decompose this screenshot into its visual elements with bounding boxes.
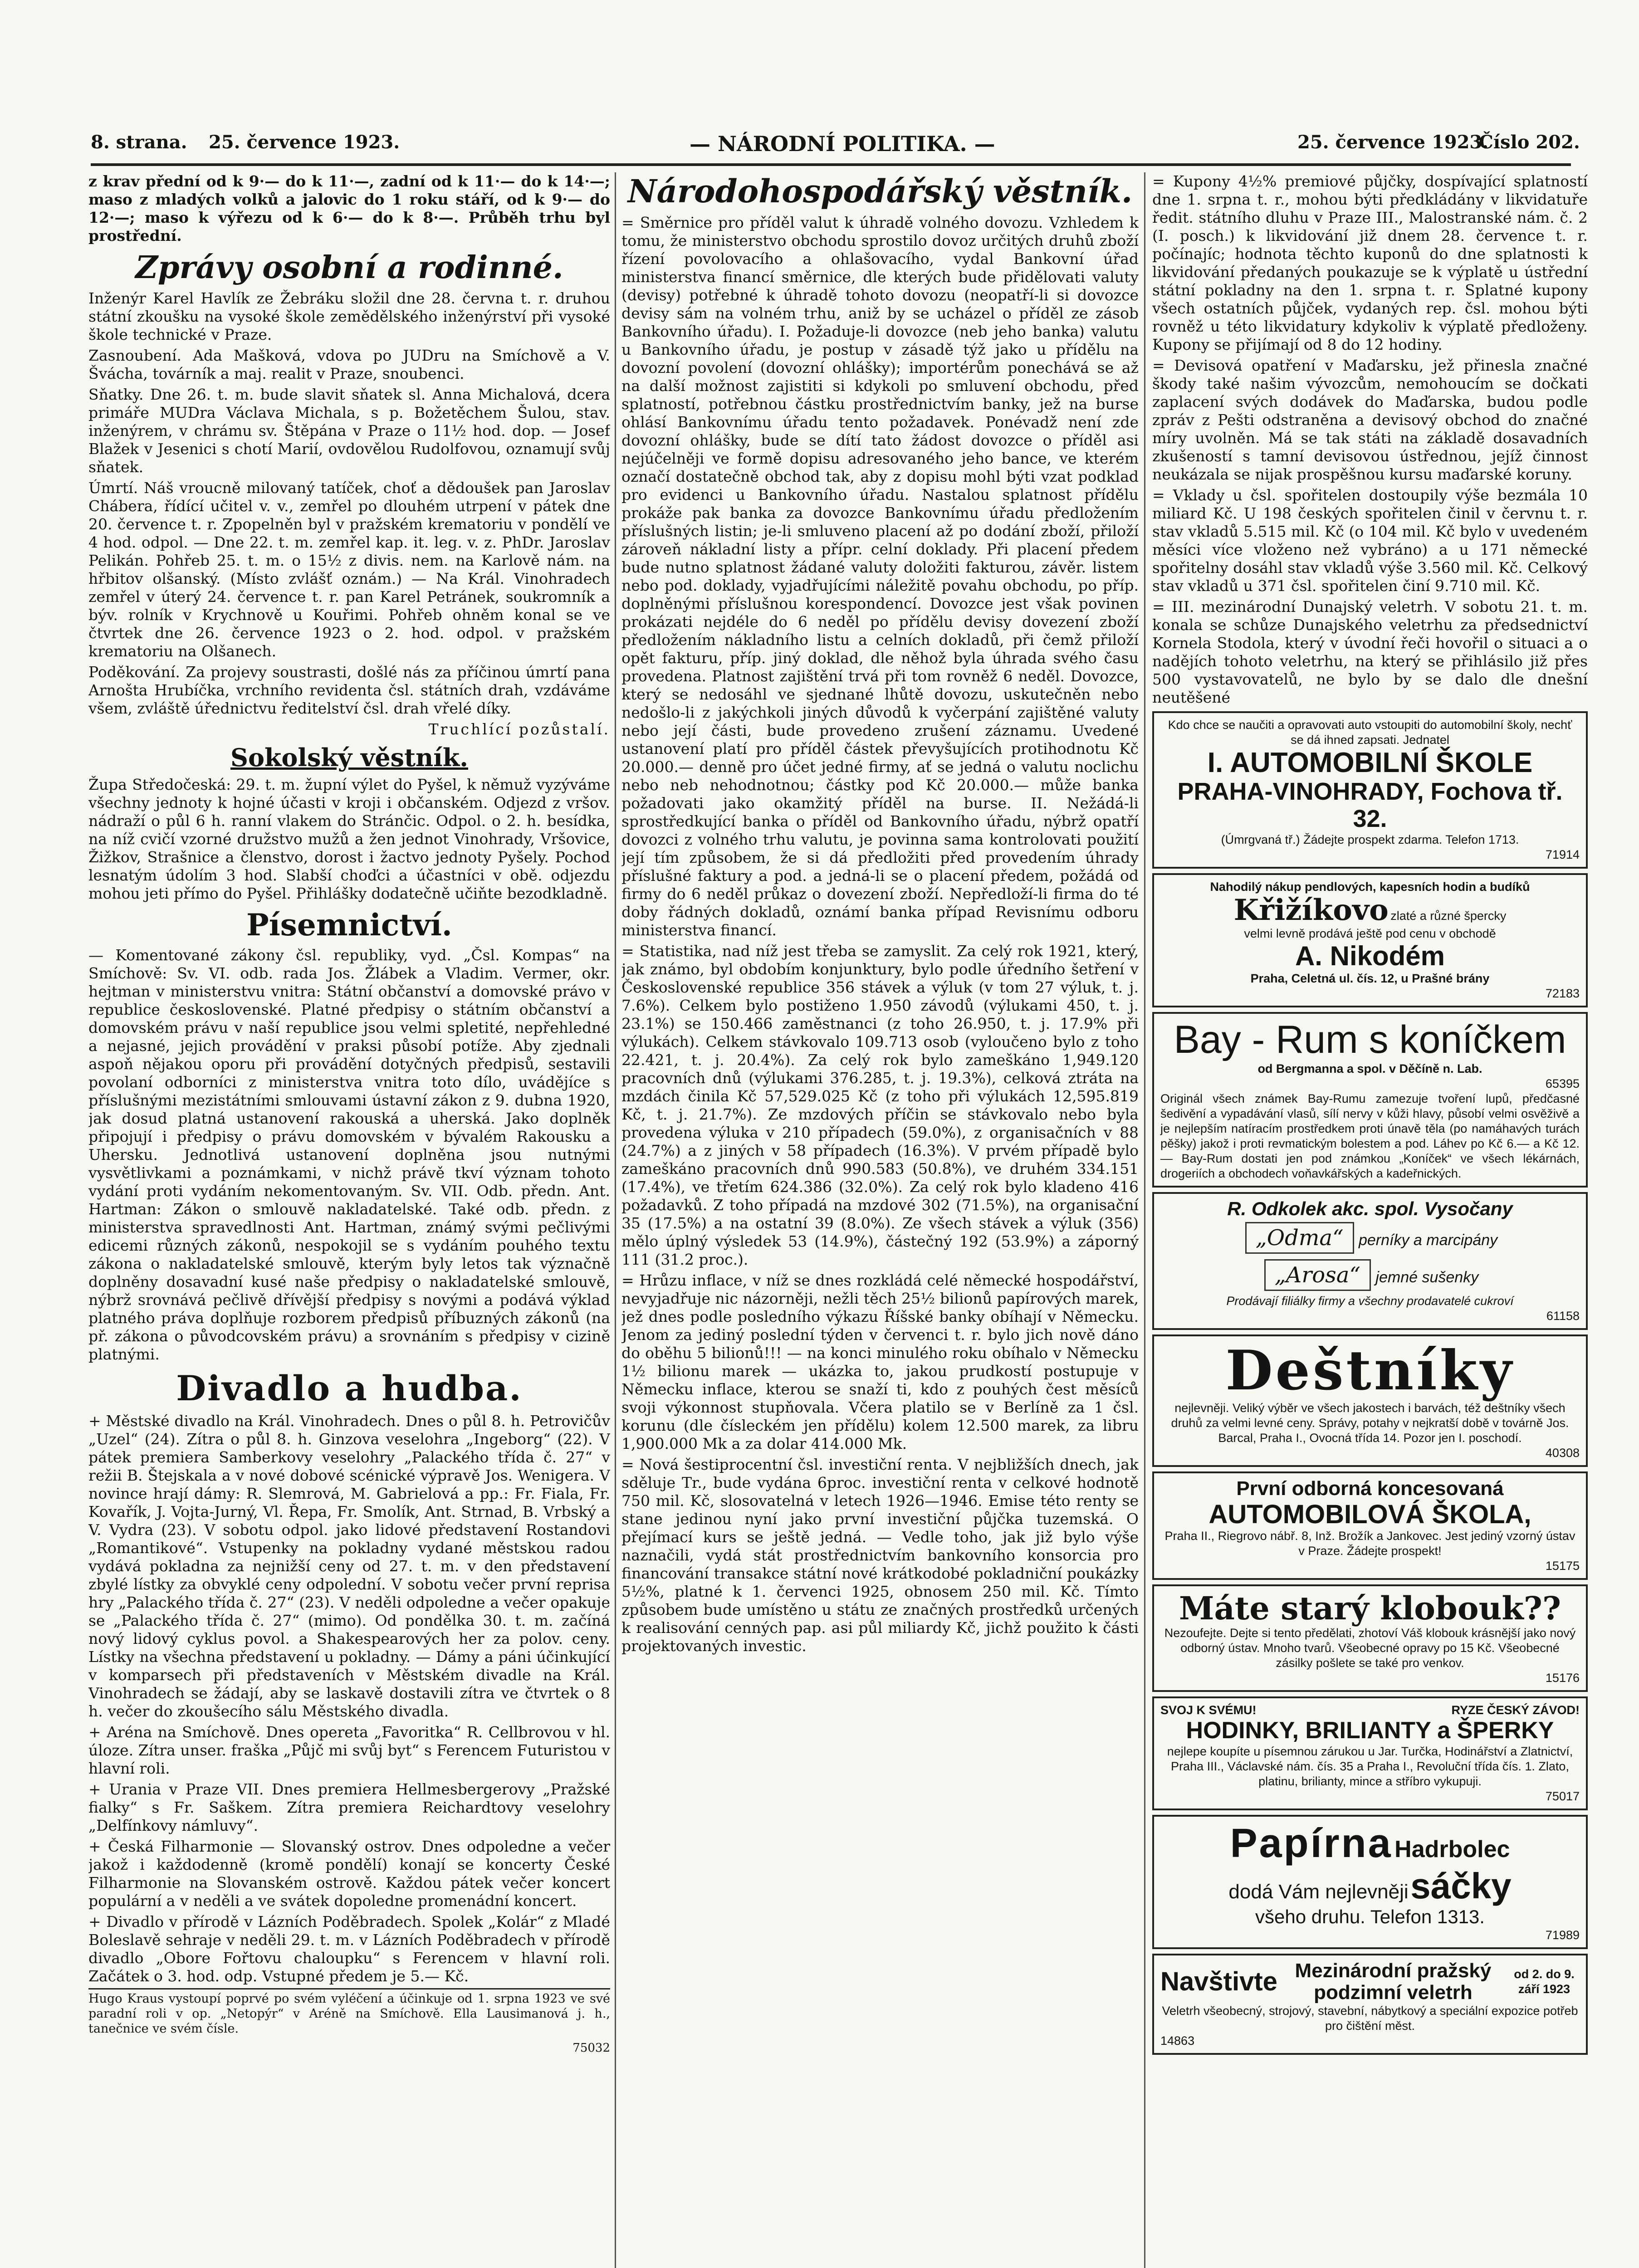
article-paragraph: = Devisová opatření v Maďarsku, jež přinesla značné škody také našim vývozcům, nemohoucím se dočkati zaplacení svých dodávek do Maďarska, budou podle zpráv z Pešti odstraněna a devisový obchod do značné míry uvolněn. Má se tak státi na základě dosavadních zkušeností s tamní devisovou ústřednou, jejíž činnost neukázala se nijak prospěšnou kursu maďarské koruny. <box>1152 357 1588 483</box>
column-rule-1 <box>615 172 616 2268</box>
ad-number: 75032 <box>572 2041 610 2055</box>
signature: Truchlící pozůstalí. <box>428 720 610 738</box>
article-paragraph: = Statistika, nad níž jest třeba se zamyslit. Za celý rok 1921, který, jak známo, byl obdobím konjunktury, bylo podle úředního šetření v Československé republice 356 stávek a výluk (v tom 27 výluk, t. j. 7.6%). Celkem bylo postiženo 1.950 závodů (výlukami 450, t. j. 23.1%) se 150.466 zaměstnanci (z toho 26.950, t. j. 17.9% při výlukách). Celkem stávkovalo 109.713 osob (vyloučeno bylo z toho 22.421, t. j. 20.4%). Za celý rok bylo zameškáno 1,949.120 pracovních dnů (výlukami 376.285, t. j. 19.3%), celková ztráta na mzdách činila Kč 57,529.025 Kč (z toho při výlukách 12,595.819 Kč, t. j. 21.7%). Ze mzdových příčin se stávkovalo nebo byla provedena výluka v 210 případech (59.0%), z organisačních v 88 (24.7%) a z jiných v 58 případech (16.3%). V prvém případě bylo zameškáno pracovních dnů 990.583 (50.8%), ve druhém 334.151 (17.4%), ve třetím 624.386 (32.0%). Za celý rok bylo kladeno 416 požadavků. Z toho případá na mzdové 302 (71.5%), na organisační 35 (17.5%) a na ostatní 39 (8.0%). Ze všech stávek a výluk (356) mělo úplný výsledek 53 (14.9%), částečný 192 (53.9%) a záporný 111 (31.2 proc.). <box>621 942 1139 1268</box>
issue-number: Číslo 202. <box>1479 132 1580 153</box>
ad-automobile-school-2: První odborná koncesovaná AUTOMOBILOVÁ ŠKOLA, Praha II., Riegrovo nábř. 8, Inž. Brožík a Jankovec. Jest jediný vzorný ústav v Praze. Žádejte prospekt! 15175 <box>1152 1471 1588 1580</box>
article-paragraph: + Městské divadlo na Král. Vinohradech. Dnes o půl 8. h. Petrovičův „Uzel“ (24). Zítra o půl 8. h. Ginzova veselohra „Ingeborg“ (22). V pátek premiera Samberkovy veselohry „Palackého třída č. 27“ v režii B. Štejskala a v nové dobové scénické výpravě Jos. Wenigera. V novince hrají dámy: R. Slemrová, M. Gabrielová a pp.: Fr. Fiala, Fr. Kovařík, J. Vojta-Jurný, Vl. Řepa, Fr. Smolík, Ant. Strnad, B. Vrbský a V. Vydra (23). V sobotu odpol. jako lidové představení Rostandovi „Romantikové“. Vstupenky na pokladny vydané městskou radou vydává pokladna za nejnižší ceny od 27. t. m. v den představení zbylé lístky za obvyklé ceny odpolední. V sobotu večer první reprisa hry „Palackého třída č. 27“ (23). V neděli odpoledne a večer opakuje se „Palackého třída č. 27“ (mimo). Od pondělka 30. t. m. začíná nový lidový cyklus povol. a Shakespearových her za polov. ceny. Lístky na všechna představení u pokladny. — Dámy a páni účinkující v komparsech při představeních v Městském divadle na Král. Vinohradech se žádají, aby se laskavě dostavili zítra ve čtvrtek o 8 h. večer do zkoušecího sálu Městského divadla. <box>88 1412 610 1720</box>
ad-papirna-hadrbolec: Papírna Hadrbolec dodá Vám nejlevněji sáčky všeho druhu. Telefon 1313. 71989 <box>1152 1815 1588 1949</box>
article-paragraph: + Urania v Praze VII. Dnes premiera Hellmesbergerovy „Pražské fialky“ s Fr. Saškem. Zítra premiera Reichardtovy veselohry „Delfínkovy námluvy“. <box>88 1780 610 1834</box>
article-paragraph: = Vklady u čsl. spořitelen dostoupily výše bezmála 10 miliard Kč. U 198 českých spořitelen činil v červnu t. r. stav vkladů 5.515 mil. Kč (o 104 mil. Kč bylo v uvedeném měsíci více vloženo než vybráno) a u 171 německé spořitelny dosáhl stav vkladů výše 3.560 mil. Kč. Celkový stav vkladů u 371 čsl. spořitelen činí 9.710 mil. Kč. <box>1152 486 1588 595</box>
column-3 <box>1152 172 1588 2268</box>
article-paragraph: Úmrtí. Náš vroucně milovaný tatíček, choť a dědoušek pan Jaroslav Chábera, řídící učitel v. v., zemřel po dlouhém utrpení v pátek dne 20. července t. r. Zpopelněn byl v pražském krematoriu v pondělí ve 4 hod. odpol. — Dne 22. t. m. zemřel kap. it. leg. v. z. PhDr. Jaroslav Pelikán. Pohřeb 25. t. m. o 15½ z divis. nem. na Karlově nám. na hřbitov olšanský. (Místo zvlášť oznám.) — Na Král. Vinohradech zemřel v úterý 24. července t. r. pan Karel Petránek, soukromník a býv. rolník v Krychnově u Kouřimi. Pohřeb ohněm konal se ve čtvrtek dne 26. července 1923 o 2. hod. odpol. v pražském krematoriu na Olšanech. <box>88 479 610 660</box>
section-heading-sokol: Sokolský věstník. <box>230 743 469 772</box>
page-number: 8. strana. <box>91 132 187 153</box>
header-date-right: 25. července 1923. <box>1297 132 1489 153</box>
ad-umbrellas: Deštníky nejlevněji. Veliký výběr ve všech jakostech i barvách, též deštníky všech druhů za velmi levné ceny. Správy, potahy v nejkratší době v továrně Jos. Barcal, Praha I., Ovocná třída 14. Pozor jen I. poschodí. 40308 <box>1152 1334 1588 1467</box>
newspaper-title: — NÁRODNÍ POLITIKA. — <box>690 132 995 156</box>
column-1 <box>88 172 610 2268</box>
article-paragraph: Sňatky. Dne 26. t. m. bude slavit sňatek sl. Anna Michalová, dcera primáře MUDra Václava Michala, s p. Božetěchem Šulou, stav. inženýrem, v chrámu sv. Štěpána v Praze o 11½ hod. dop. — Josef Blažek v Jesenici s chotí Marií, ovdovělou Rudolfovou, oznamují svůj sňatek. <box>88 386 610 476</box>
ad-hats: Máte starý klobouk?? Nezoufejte. Dejte si tento předělati, zhotoví Váš klobouk krásnější jako nový odborný ústav. Mnoho tvarů. Všeobecné opravy po 15 Kč. Všeobecné zásilky pošlete se také pro venkov. 15176 <box>1152 1584 1588 1692</box>
ad-odkolek: R. Odkolek akc. spol. Vysočany „Odma“ perníky a marcipány „Arosa“ jemné sušenky Prodávají filiálky firmy a všechny prodavatelé cukroví 61158 <box>1152 1192 1588 1330</box>
article-paragraph: — Komentované zákony čsl. republiky, vyd. „Čsl. Kompas“ na Smíchově: Sv. VI. odb. rada Jos. Žlábek a Vladim. Vermer, okr. hejtman v ministerstvu vnitra: Státní občanství a domovské právo v republice československé. Platné předpisy o státním občanství a domovském právu v naší republice jsou velmi spletité, nepřehledné a nejasné, jejich provádění v praksi působí potíže. Aby zjednali aspoň nějakou oporu při provádění dotyčných předpisů, sestavili povolaní odborníci z ministerstva vnitra toto dílo, uvádějíce s příslušnými mezistátními smlouvami ústavní zákon z 9. dubna 1920, jak dosud platná ustanovení rakouská a uherská. Jako doplněk připojují i předpisy o právu domovském v bývalém Rakousku a Uhersku. Jednotlivá ustanovení doplněna jsou nutnými vysvětlivkami a poznámkami, v nichž právě tkví význam tohoto vydání proti vydáním nekomentovaným. Sv. VII. Odb. předn. Ant. Hartman: Zákon o smlouvě nakladatelské. Také odb. předn. z ministerstva spravedlnosti Ant. Hartman, známý svými pečlivými edicemi různých zákonů, nespokojil se s vydáním pouhého textu zákona o nakladatelské smlouvě, kterým byly letos tak význačně doplněny dosavadní kusé naše předpisy o nakladatelské smlouvě, nýbrž srovnává pečlivě dřívější předpisy s novými a podává výklad platného práva doplňuje rozborem předpisů příbuzných zákonů (na př. zákona o původcovském právu) a srovnáním s předpisy v cizině platnými. <box>88 946 610 1363</box>
article-paragraph: Inženýr Karel Havlík ze Žebráku složil dne 28. června t. r. druhou státní zkoušku na vysoké škole zemědělského inženýrství při vysoké škole technické v Praze. <box>88 289 610 343</box>
section-heading-theatre-music: Divadlo a hudba. <box>176 1368 523 1408</box>
article-paragraph: = Směrnice pro příděl valut k úhradě volného dovozu. Vzhledem k tomu, že ministerstvo obchodu sprostilo dovoz určitých druhů zboží řízení povolovacího a ohlašovacího, vydal Bankovní úřad ministerstva financí směrnice, dle kterých bude přidělovati valuty (devisy) potřebné k úhradě tohoto dovozu (neopatří-li si dovozce devisy sám na volném trhu, aniž by se ucházel o příděl ze zásob Bankovního úřadu). I. Požaduje-li dovozce (neb jeho banka) valutu u Bankovního úřadu, je postup v zásadě týž jako u přídělu na dovozní povolení (dovozní ohlášky); importérům ponechává se až na další možnost zajistiti si kdykoli po smluvení obchodu, před splatností, potřebnou částku prostřednictvím banky, jež na burse ohlásí Bankovnímu úřadu tento požadavek. Ponévadž není zde dovozní ohlášky, bude se dítí tato žádost dovozce o příděl asi nejúčelněji ve formě dopisu adresovaného jeho bance, ve kterém označí dostatečně obchod tak, aby z dopisu mohl býti vzat podklad pro evidenci u Bankovního úřadu. Nastalou splatnost přídělu prokáže pak banka za dovozce Bankovnímu úřadu předložením příslušných listin; je-li smluveno placení až po dodání zboží, přiloží zároveň nákladní listy a přípr. celní doklady. Při placení předem bude nutno splatnost žádané valuty doložiti fakturou, závěr. listem nebo pod. doklady, vyjadřujícími náležitě povahu obchodu, po příp. doplněnými příslušnou korespondencí. Dovozce jest však povinen prokázati nejdéle do 6 neděl po přídělu devisy dovezení zboží předložením nákladního listu a celních dokladů, při čemž přiloží opět fakturu, příp. jiný doklad, dle něhož byla úhrada svého času provedena. Platnost zajištění trvá při tom rovněž 6 neděl. Dovozce, který se nedosáhl ve sjednané lhůtě dovozu, uskutečněn nebo nedošlo-li z jakýchkoli jiných důvodů k vyčerpání zajištěné valuty nebo její části, bude provedeno zrušení záznamu. Uvedené ustanovení platí pro příděl částek převyšujících protihodnotu Kč 20.000.— denně pro účet jedné firmy, ať se jedná o valutu noclichu nebo neb nehodnotnou; částky pod Kč 20.000.— může banka požadovati jako okamžitý příděl na burse. II. Nežádá-li sprostředkující banka o příděl od Bankovního úřadu, nýbrž opatří dovozci z volného trhu valutu, je povinna sama kontrolovati použití její tím způsobem, že si dá předložiti před provedením úhrady příslušné faktury a pod. a jedná-li se o placení předem, požádá od firmy do 6 neděl průkaz o dovezení zboží. Nepředloží-li firma do té doby řádných dokladů, oznámí banka případ Revisnímu odboru ministerstva financí. <box>621 214 1139 939</box>
header-date-left: 25. července 1923. <box>209 132 400 153</box>
article-paragraph: Zasnoubení. Ada Mašková, vdova po JUDru na Smíchově a V. Švácha, továrník a maj. realit v Praze, snoubenci. <box>88 347 610 382</box>
article-paragraph: = Nová šestiprocentní čsl. investiční renta. V nejbližších dnech, jak sděluje Tr., bude vydána 6proc. investiční renta v celkové hodnotě 750 mil. Kč, slosovatelná v letech 1926—1946. Emise této renty se stane jedinou nyní jako první investiční půjčka tuzemská. O přejímací kurs se ještě jedná. — Vedle toho, jak již bylo výše naznačili, vydá stát prostřednictvím bankovního konsorcia pro financování transakce státní nové krátkodobé pokladniční poukázky 5½%, platné k 1. červenci 1925, obnosem 250 mil. Kč. Tímto způsobem bude umístěno u státu ze značných prostředků určených k realisování cenných pap. asi půl miliardy Kč, jichž použito k části projektovaných investic. <box>621 1456 1139 1655</box>
advertisement-kraus: Hugo Kraus vystoupí poprvé po svém vyléčení a účinkuje od 1. srpna 1923 ve své paradní roli v op. „Netopýr“ v Aréně na Smíchově. Ella Lausimanová j. h., tanečnice ve svém čísle. <box>88 1988 610 2036</box>
column-rule-2 <box>1144 172 1145 2268</box>
page-header <box>91 132 1580 166</box>
article-paragraph: Poděkování. Za projevy soustrasti, došlé nás za příčinou úmrtí pana Arnošta Hrubíčka, vrchního revidenta čsl. státních drah, vzdáváme všem, zvláště úřednictvu ředitelství čsl. drah vřelé díky. <box>88 663 610 717</box>
article-paragraph: = III. mezinárodní Dunajský veletrh. V sobotu 21. t. m. konala se schůze Dunajského veletrhu za předsednictví Kornela Stodola, který v úvodní řeči hovořil o situaci a o nadějích tohoto veletrhu, na který se přihlásilo již přes 500 vystavovatelů, ne bylo by se dalo dle dnešní neutěšené <box>1152 598 1588 706</box>
market-report: z krav přední od k 9·— do k 11·—, zadní od k 11·— do k 14·—; maso z mladých volků a jalovic do 1 roku stáří, od k 9·— do 12·—; maso k výřezu od k 6·— do k 8·—. Průběh trhu byl prostřední. <box>88 172 610 244</box>
column-2 <box>621 172 1139 2268</box>
article-paragraph: + Česká Filharmonie — Slovanský ostrov. Dnes odpoledne a večer jakož i každodenně (kromě pondělí) konají se koncerty České Filharmonie na Slovanském ostrově. Každou pátek večer koncert populární a v neděli a ve svátek dopoledne promenádní koncert. <box>88 1838 610 1910</box>
article-paragraph: Župa Středočeská: 29. t. m. župní výlet do Pyšel, k němuž vyzýváme všechny jednoty k hojné účasti v kroji i občanském. Odjezd z vršov. nádraží o půl 6 h. ranní vlakem do Stránčic. Odpol. o 2. h. besídka, na níž cvičí vzorné družstvo mužů a žen jednot Vinohrady, Vršovice, Žižkov, Strašnice a členstvo, dorost i žactvo jednoty Pyšely. Pochod lesnatým údolím 3 hod. Slabší choďci a účastníci v obě. odjezdu mohou jeti přímo do Pyšel. Přihlášky dodatečně učiňte bezodkladně. <box>88 776 610 902</box>
ad-watches-jewellery: SVOJ K SVÉMU! RYZE ČESKÝ ZÁVOD! HODINKY, BRILIANTY a ŠPERKY nejlepe koupíte u písemnou zárukou u Jar. Turčka, Hodinářství a Zlatnictví, Praha III., Václavské nám. čís. 35 a Praha I., Revoluční třída čís. 1. Zlato, platinu, brilianty, mince a stříbro vykupuji. 75017 <box>1152 1696 1588 1810</box>
section-heading-literature: Písemnictví. <box>246 907 452 943</box>
article-paragraph: = Hrůzu inflace, v níž se dnes rozkládá celé německé hospodářství, nevyjadřuje nic názorněji, nežli těch 25½ bilionů papírových marek, jež dnes podle posledního výkazu Říšské banky obíhají v Německu. Jenom za jediný poslední týden v červenci t. r. bylo jich nově dáno do oběhu 5 bilionů!!! — na konci minulého roku obíhalo v Německu 1½ bilionu marek — ukázka to, jakou prudkostí postupuje v Německu inflace, kterou se snaží ti, kdo z pouhých čest měsíců svoji výkonnost stupňovala. Včera platilo se v Berlíně za 1 čsl. korunu (dle čísleckém jen přídělu) kolem 12.500 marek, za libru 1,900.000 Mk a za dolar 414.000 Mk. <box>621 1271 1139 1452</box>
section-heading-personal-news: Zprávy osobní a rodinné. <box>135 249 563 286</box>
section-heading-economy: Národohospodářský věstník. <box>627 172 1133 210</box>
article-paragraph: = Kupony 4½% premiové půjčky, dospívající splatností dne 1. srpna t. r., mohou býti předkládány v likvidatuře ředit. státního dluhu v Praze III., Malostranské nám. č. 2 (I. posch.) k likvidování již dnem 28. července t. r. počínajíc; hodnota těchto kuponů do dne splatnosti k likvidování předaných poukazuje se k výplatě u ústřední státní pokladny na den 1. srpna t. r. Splatné kupony všech ostatních půjček, vydaných rep. čsl. mohou býti rovněž u této likvidatury kdykoliv k výplatě předloženy. Kupony se přijímají od 8 do 12 hodiny. <box>1152 172 1588 353</box>
ad-prague-fair: Navštivte Mezinárodní pražský podzimní veletrh od 2. do 9. září 1923 Veletrh všeobecný, strojový, stavební, nábytkový a speciální expozice potřeb pro čištění měst. 14863 <box>1152 1954 1588 2055</box>
ad-bay-rum: Bay - Rum s koníčkem od Bergmanna a spol. v Děčíně n. Lab. 65395 Originál všech známek Bay-Rumu zamezuje tvoření lupů, předčasné šedivění a vypadávání vlasů, sílí nervy v kůži hlavy, působí velmi osvěživě a je nejlepším natíracím prostředkem proti únavě těla (po namáhavých turách pěšky) jakož i proti revmatickým bolestem a pod. Láhev po Kč 6.— a Kč 12.— Bay-Rum dostati jen pod známkou „Koníček“ ve všech lékárnách, drogeriích a obchodech voňavkářských a kadeřnických. <box>1152 1012 1588 1188</box>
ad-automobile-school-1: Kdo chce se naučiti a opravovati auto vstoupiti do automobilní školy, nechť se dá ihned zapsati. Jednatel I. AUTOMOBILNÍ ŠKOLE PRAHA-VINOHRADY, Fochova tř. 32. (Úmrgvaná tř.) Žádejte prospekt zdarma. Telefon 1713. 71914 <box>1152 711 1588 869</box>
ad-nikodem-jewellery: Nahodilý nákup pendlových, kapesních hodin a budíků Křižíkovo zlaté a různé špercky velmi levně prodává ještě pod cenu v obchodě A. Nikodém Praha, Celetná ul. čís. 12, u Prašné brány 72183 <box>1152 873 1588 1007</box>
article-paragraph: + Aréna na Smíchově. Dnes operetа „Favoritka“ R. Cellbrovou v hl. úloze. Zítra unser. fraška „Půjč mi svůj byt“ s Ferencem Futuristou v hlavní roli. <box>88 1723 610 1777</box>
article-paragraph: + Divadlo v přírodě v Lázních Poděbradech. Spolek „Kolár“ z Mladé Boleslavě sehraje v neděli 29. t. m. v Lázních Poděbradech v přírodě divadlo „Obore Fořtovu chaloupku“ s Ferencem v hlavní roli. Začátek o 3. hod. odp. Vstupné předem je 5.— Kč. <box>88 1913 610 1985</box>
